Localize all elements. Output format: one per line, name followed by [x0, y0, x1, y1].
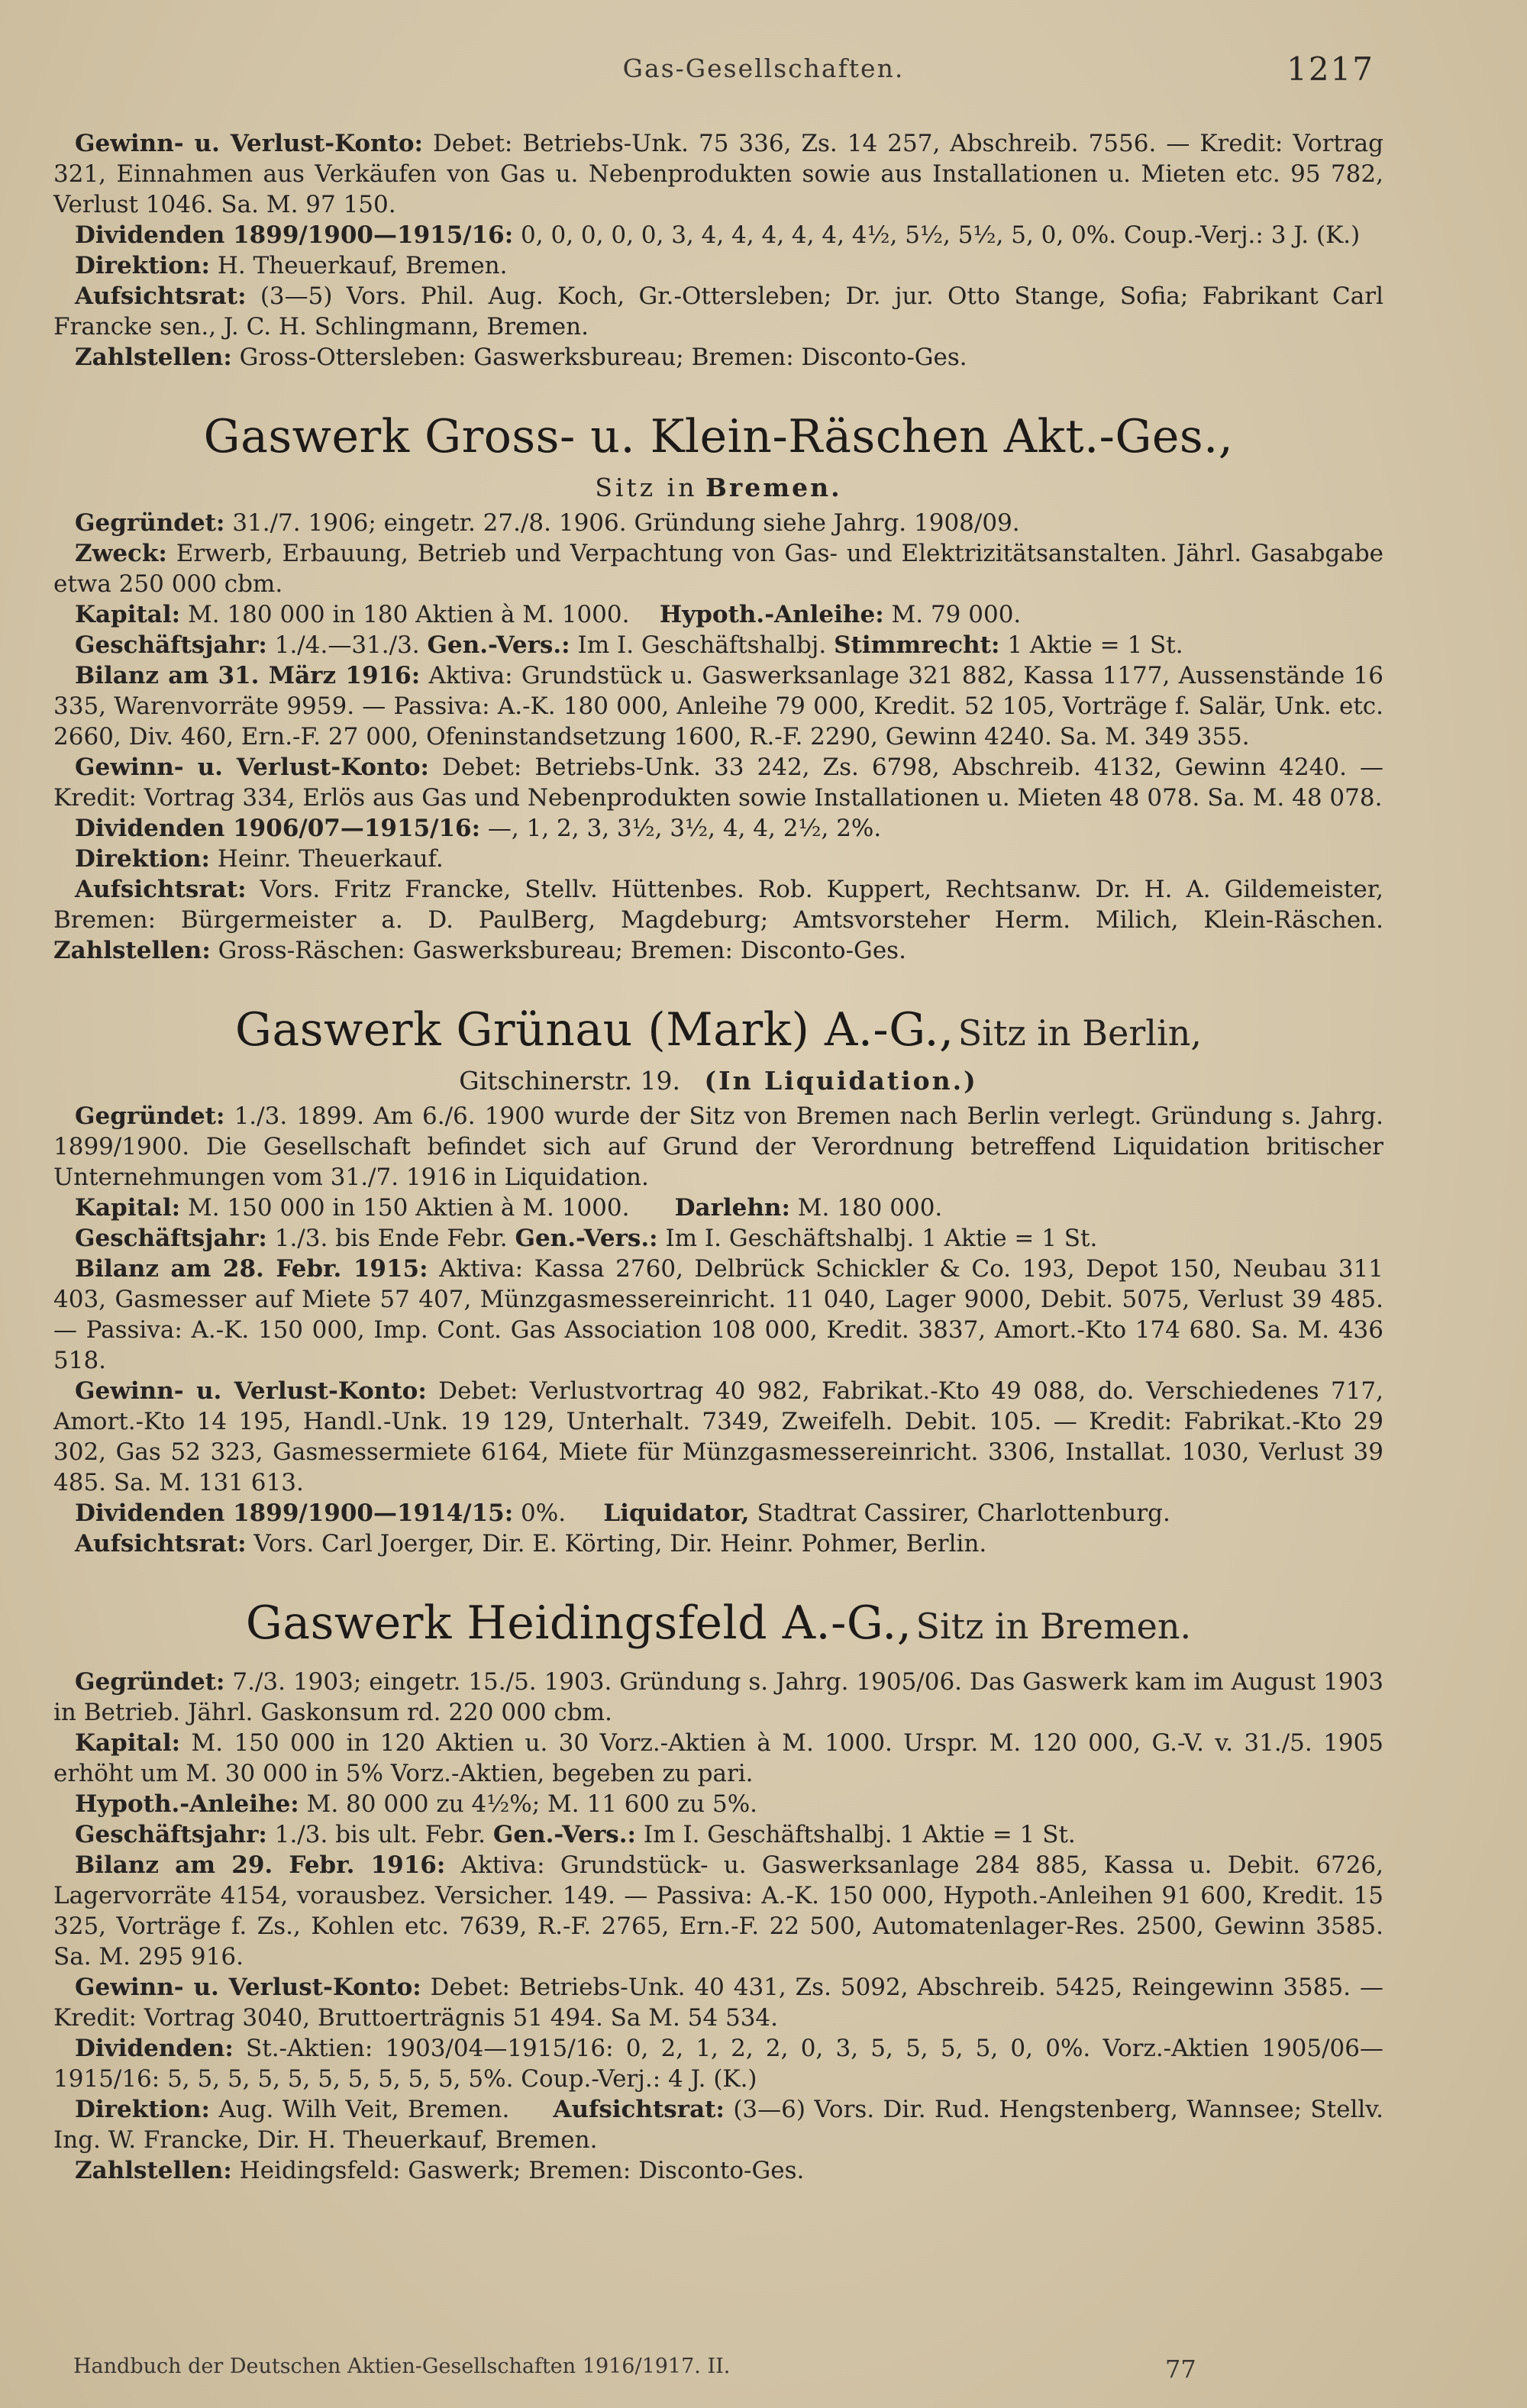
purpose: Zweck: Erwerb, Erbauung, Betrieb und Verpachtung von Gas- und Elektrizitätsanstalten. Jährl. Gasabgabe etwa 250 000 cbm.: [53, 540, 1384, 598]
paying-agents: Zahlstellen: Heidingsfeld: Gaswerk; Bremen: Disconto-Ges.: [75, 2157, 805, 2184]
running-head-title: Gas-Gesellschaften.: [622, 53, 905, 83]
dividends: Dividenden 1899/1900—1915/16: 0, 0, 0, 0, 0, 3, 4, 4, 4, 4, 4, 4½, 5½, 5½, 5, 0, 0%. Coup.-Verj.: 3 J. (K.): [75, 221, 1361, 249]
management: Direktion: Heinr. Theuerkauf.: [75, 845, 444, 873]
footer-signature-number: 77: [1165, 2355, 1196, 2384]
company-seat: Sitz in Bremen.: [595, 473, 842, 502]
business-year: Geschäftsjahr: 1./4.—31./3. Gen.-Vers.: Im I. Geschäftshalbj. Stimmrecht: 1 Aktie = 1 St.: [75, 631, 1183, 659]
company-seat: Sitz in Bremen.: [915, 1606, 1192, 1647]
company-address: Gitschinerstr. 19. (In Liquidation.): [459, 1066, 978, 1096]
dividends: Dividenden 1899/1900—1914/15: 0%. Liquidator, Stadtrat Cassirer, Charlottenburg.: [75, 1499, 1170, 1527]
balance-sheet: Bilanz am 29. Febr. 1916: Aktiva: Grundstück- u. Gaswerksanlage 284 885, Kassa u. Debit. 6726, Lagervorräte 4154, vorausbez. Versicher. 149. — Passiva: A.-K. 150 000, Hypoth.-Anleihen 91 600, Kredit. 15 325, Vorträge f. Zs., Kohlen etc. 7639, R.-F. 2765, Ern.-F. 22 500, Automatenlager-Res. 2500, Gewinn 3585. Sa. M. 295 916.: [53, 1851, 1384, 1971]
company-entry-heidingsfeld: [53, 1596, 1384, 2186]
balance-sheet: Bilanz am 31. März 1916: Aktiva: Grundstück u. Gaswerksanlage 321 882, Kassa 1177, Aussenstände 16 335, Warenvorräte 9959. — Passiva: A.-K. 180 000, Anleihe 79 000, Kredit. 52 105, Vorträge f. Salär, Unk. etc. 2660, Div. 460, Ern.-F. 27 000, Ofeninstandsetzung 1600, R.-F. 2290, Gewinn 4240. Sa. M. 349 355.: [53, 662, 1384, 750]
capital: Kapital: M. 150 000 in 120 Aktien u. 30 Vorz.-Aktien à M. 1000. Urspr. M. 120 000, G.-V. v. 31./5. 1905 erhöht um M. 30 000 in 5% Vorz.-Aktien, begeben zu pari.: [53, 1729, 1384, 1787]
management: Direktion: H. Theuerkauf, Bremen.: [75, 252, 508, 279]
profit-loss-account: Gewinn- u. Verlust-Konto: Debet: Betriebs-Unk. 75 336, Zs. 14 257, Abschreib. 7556. — Kredit: Vortrag 321, Einnahmen aus Verkäufen von Gas u. Nebenprodukten sowie aus Installationen u. Mieten etc. 95 782, Verlust 1046. Sa. M. 97 150.: [53, 130, 1383, 218]
management: Direktion: Aug. Wilh Veit, Bremen. Aufsichtsrat: (3—6) Vors. Dir. Rud. Hengstenberg, Wannsee; Stellv. Ing. W. Francke, Dir. H. Theuerkauf, Bremen.: [53, 2096, 1383, 2154]
company-name: Gaswerk Gross- u. Klein-Räschen Akt.-Ges.,: [203, 410, 1234, 463]
business-year: Geschäftsjahr: 1./3. bis ult. Febr. Gen.-Vers.: Im I. Geschäftshalbj. 1 Aktie = 1 St.: [75, 1821, 1076, 1848]
business-year: Geschäftsjahr: 1./3. bis Ende Febr. Gen.-Vers.: Im I. Geschäftshalbj. 1 Aktie = 1 St.: [75, 1225, 1098, 1252]
balance-sheet: Bilanz am 28. Febr. 1915: Aktiva: Kassa 2760, Delbrück Schickler & Co. 193, Depot 150, Neubau 311 403, Gasmesser auf Miete 57 407, Münzgasmessereinricht. 11 040, Lager 9000, Debit. 5075, Verlust 39 485. — Passiva: A.-K. 150 000, Imp. Cont. Gas Association 108 000, Kredit. 3837, Amort.-Kto 174 680. Sa. M. 436 518.: [53, 1255, 1384, 1374]
footer-publication: Handbuch der Deutschen Aktien-Gesellschaften 1916/1917. II.: [73, 2355, 731, 2378]
company-entry-raeschen: [53, 412, 1383, 966]
company-heading: [53, 412, 1383, 473]
profit-loss-account: Gewinn- u. Verlust-Konto: Debet: Verlustvortrag 40 982, Fabrikat.-Kto 49 088, do. Verschiedenes 717, Amort.-Kto 14 195, Handl.-Unk. 19 129, Unterhalt. 7349, Zweifelh. Debit. 105. — Kredit: Fabrikat.-Kto 29 302, Gas 52 323, Gasmessermiete 6164, Miete für Münzgasmessereinricht. 3306, Installat. 1030, Verlust 39 485. Sa. M. 131 613.: [53, 1377, 1383, 1496]
company-heading: [53, 1596, 1383, 1659]
company-seat: Sitz in Berlin,: [957, 1012, 1202, 1054]
founded: Gegründet: 7./3. 1903; eingetr. 15./5. 1903. Gründung s. Jahrg. 1905/06. Das Gaswerk kam im August 1903 in Betrieb. Jährl. Gaskonsum rd. 220 000 cbm.: [53, 1668, 1383, 1726]
supervisory-board: Aufsichtsrat: Vors. Fritz Francke, Stellv. Hüttenbes. Rob. Kuppert, Rechtsanw. Dr. H. A. Gildemeister, Bremen: Bürgermeister a. D. PaulBerg, Magdeburg; Amtsvorsteher Herm. Milich, Klein-Räschen. Zahlstellen: Gross-Räschen: Gaswerksbureau; Bremen: Disconto-Ges.: [53, 876, 1384, 964]
supervisory-board: Aufsichtsrat: Vors. Carl Joerger, Dir. E. Körting, Dir. Heinr. Pohmer, Berlin.: [75, 1530, 987, 1557]
capital: Kapital: M. 150 000 in 150 Aktien à M. 1000. Darlehn: M. 180 000.: [75, 1194, 943, 1222]
company-heading: [53, 1005, 1383, 1066]
dividends: Dividenden: St.-Aktien: 1903/04—1915/16: 0, 2, 1, 2, 2, 0, 3, 5, 5, 5, 5, 0, 0%. Vorz.-Aktien 1905/06—1915/16: 5, 5, 5, 5, 5, 5, 5, 5, 5, 5, 5%. Coup.-Verj.: 4 J. (K.): [53, 2035, 1383, 2093]
paying-agents: Zahlstellen: Gross-Ottersleben: Gaswerksbureau; Bremen: Disconto-Ges.: [75, 344, 967, 371]
running-head: [0, 50, 1527, 96]
dividends: Dividenden 1906/07—1915/16: —, 1, 2, 3, 3½, 3½, 4, 4, 2½, 2%.: [75, 815, 882, 842]
company-entry-gruenau: [53, 1005, 1383, 1559]
capital: Kapital: M. 180 000 in 180 Aktien à M. 1000. Hypoth.-Anleihe: M. 79 000.: [75, 601, 1022, 628]
page-number: 1217: [1286, 50, 1374, 88]
liquidation-status: (In Liquidation.): [704, 1066, 978, 1096]
page-footer: [73, 2355, 1219, 2384]
page-body: [53, 128, 1383, 2186]
profit-loss-account: Gewinn- u. Verlust-Konto: Debet: Betriebs-Unk. 40 431, Zs. 5092, Abschreib. 5425, Reingewinn 3585. — Kredit: Vortrag 3040, Bruttoerträgnis 51 494. Sa M. 54 534.: [53, 1974, 1383, 2032]
profit-loss-account: Gewinn- u. Verlust-Konto: Debet: Betriebs-Unk. 33 242, Zs. 6798, Abschreib. 4132, Gewinn 4240. — Kredit: Vortrag 334, Erlös aus Gas und Nebenprodukten sowie Installationen u. Mieten 48 078. Sa. M. 48 078.: [53, 754, 1383, 812]
company-name: Gaswerk Heidingsfeld A.-G.,: [245, 1596, 912, 1650]
mortgage-loan: Hypoth.-Anleihe: M. 80 000 zu 4½%; M. 11 600 zu 5%.: [75, 1790, 758, 1818]
entry-continuation: [53, 128, 1383, 373]
supervisory-board: Aufsichtsrat: (3—5) Vors. Phil. Aug. Koch, Gr.-Ottersleben; Dr. jur. Otto Stange, Sofia; Fabrikant Carl Francke sen., J. C. H. Schlingmann, Bremen.: [53, 282, 1383, 341]
founded: Gegründet: 1./3. 1899. Am 6./6. 1900 wurde der Sitz von Bremen nach Berlin verlegt. Gründung s. Jahrg. 1899/1900. Die Gesellschaft befindet sich auf Grund der Verordnung betreffend Liquidation britischer Unternehmungen vom 31./7. 1916 in Liquidation.: [53, 1102, 1384, 1191]
company-name: Gaswerk Grünau (Mark) A.-G.,: [235, 1003, 954, 1057]
founded: Gegründet: 31./7. 1906; eingetr. 27./8. 1906. Gründung siehe Jahrg. 1908/09.: [75, 509, 1020, 537]
